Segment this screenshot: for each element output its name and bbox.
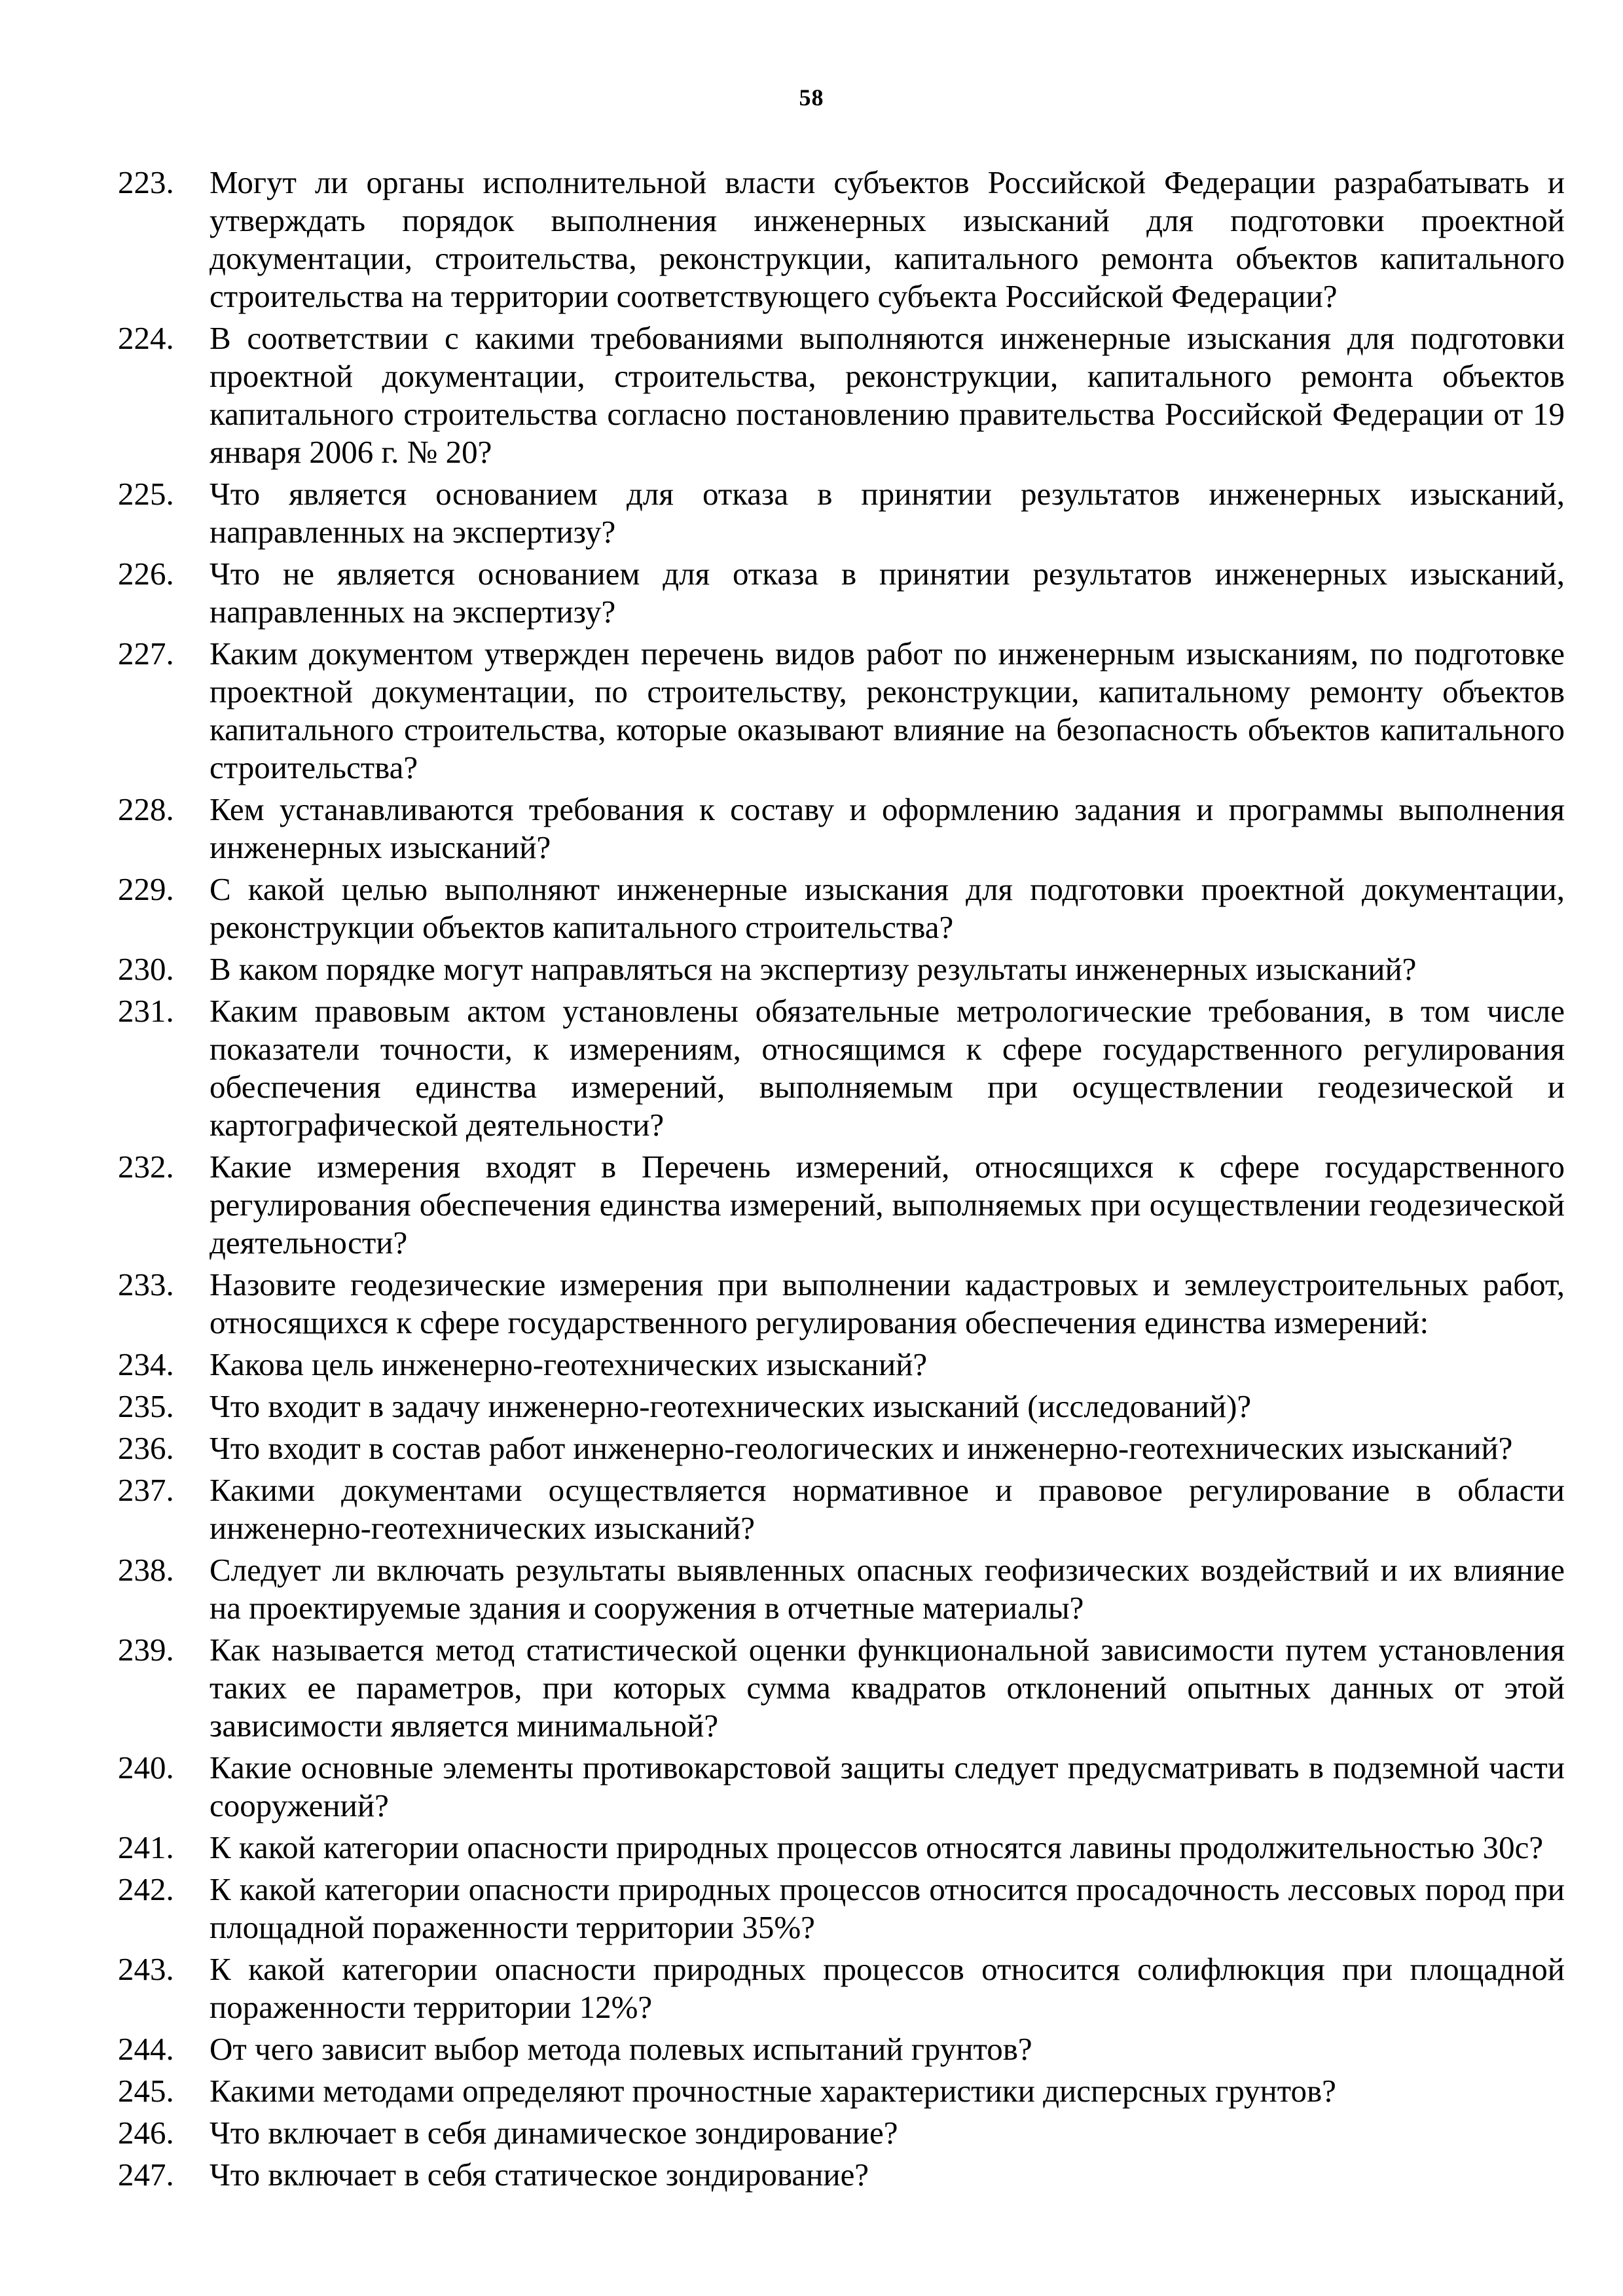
question-text: Следует ли включать результаты выявленных опасных геофизических воздействий и их влияние на проектируемые здания и сооружения в отчетные материалы? (210, 1552, 1565, 1626)
question-text: Что является основанием для отказа в принятии результатов инженерных изысканий, направленных на экспертизу? (210, 476, 1565, 550)
question-item-242 (118, 1871, 1565, 1946)
question-text: Как называется метод статистической оценки функциональной зависимости путем установления таких ее параметров, при которых сумма квадратов отклонений опытных данных от этой зависимости является минимальной? (210, 1632, 1565, 1744)
question-number: 237. (118, 1472, 174, 1508)
question-text: Что не является основанием для отказа в принятии результатов инженерных изысканий, направленных на экспертизу? (210, 556, 1565, 630)
question-text: Что включает в себя статическое зондирование? (210, 2157, 869, 2193)
question-number: 243. (118, 1951, 174, 1987)
question-text: Что входит в состав работ инженерно-геологических и инженерно-геотехнических изысканий? (210, 1430, 1513, 1466)
question-number: 244. (118, 2031, 174, 2067)
question-text: К какой категории опасности природных процессов относится солифлюкция при площадной пораженности территории 12%? (210, 1951, 1565, 2025)
question-text: Какие основные элементы противокарстовой защиты следует предусматривать в подземной части сооружений? (210, 1749, 1565, 1823)
question-text: Что включает в себя динамическое зондирование? (210, 2115, 898, 2151)
question-number: 247. (118, 2157, 174, 2193)
question-text: Какие измерения входят в Перечень измерений, относящихся к сфере государственного регулирования обеспечения единства измерений, выполняемых при осуществлении геодезической деятельности? (210, 1149, 1565, 1261)
question-number: 234. (118, 1346, 174, 1382)
question-number: 224. (118, 320, 174, 356)
question-text: Какова цель инженерно-геотехнических изысканий? (210, 1346, 928, 1382)
question-number: 228. (118, 791, 174, 827)
question-list (118, 164, 1565, 2198)
question-number: 235. (118, 1388, 174, 1424)
question-item-224 (118, 319, 1565, 471)
question-item-247 (118, 2156, 1565, 2194)
question-item-239 (118, 1631, 1565, 1745)
question-number: 246. (118, 2115, 174, 2151)
question-text: В соответствии с какими требованиями выполняются инженерные изыскания для подготовки проектной документации, строительства, реконструкции, капитального ремонта объектов капитального строительства согласно постановлению правительства Российской Федерации от 19 января 2006 г. № 20? (210, 320, 1565, 470)
question-text: Кем устанавливаются требования к составу и оформлению задания и программы выполнения инженерных изысканий? (210, 791, 1565, 865)
question-text: Могут ли органы исполнительной власти субъектов Российской Федерации разрабатывать и утверждать порядок выполнения инженерных изысканий для подготовки проектной документации, строительства, реконструкции, капитального ремонта объектов капитального строительства на территории соответствующего субъекта Российской Федерации? (210, 164, 1565, 314)
question-number: 230. (118, 951, 174, 987)
question-text: К какой категории опасности природных процессов относится просадочность лессовых пород при площадной пораженности территории 35%? (210, 1871, 1565, 1945)
question-item-245 (118, 2072, 1565, 2110)
question-item-243 (118, 1950, 1565, 2026)
question-text: Что входит в задачу инженерно-геотехнических изысканий (исследований)? (210, 1388, 1252, 1424)
question-item-230 (118, 950, 1565, 988)
question-text: От чего зависит выбор метода полевых испытаний грунтов? (210, 2031, 1032, 2067)
question-number: 229. (118, 871, 174, 907)
question-item-237 (118, 1471, 1565, 1547)
question-item-223 (118, 164, 1565, 315)
question-item-236 (118, 1429, 1565, 1467)
question-number: 233. (118, 1266, 174, 1302)
question-text: Назовите геодезические измерения при выполнении кадастровых и землеустроительных работ, относящихся к сфере государственного регулирования обеспечения единства измерений: (210, 1266, 1565, 1340)
page-number: 58 (799, 84, 824, 111)
question-text: К какой категории опасности природных процессов относятся лавины продолжительностью 30с? (210, 1829, 1544, 1865)
question-text: С какой целью выполняют инженерные изыскания для подготовки проектной документации, реконструкции объектов капитального строительства? (210, 871, 1565, 945)
question-number: 232. (118, 1149, 174, 1185)
question-text: Каким документом утвержден перечень видов работ по инженерным изысканиям, по подготовке проектной документации, по строительству, реконструкции, капитальному ремонту объектов капитального строительства, которые оказывают влияние на безопасность объектов капитального строительства? (210, 636, 1565, 785)
question-text: Какими документами осуществляется нормативное и правовое регулирование в области инженерно-геотехнических изысканий? (210, 1472, 1565, 1546)
question-text: Какими методами определяют прочностные характеристики дисперсных грунтов? (210, 2073, 1336, 2109)
question-number: 238. (118, 1552, 174, 1588)
question-number: 236. (118, 1430, 174, 1466)
question-item-234 (118, 1346, 1565, 1384)
question-text: Каким правовым актом установлены обязательные метрологические требования, в том числе показатели точности, к измерениям, относящимся к сфере государственного регулирования обеспечения единства измерений, выполняемым при осуществлении геодезической и картографической деятельности? (210, 993, 1565, 1143)
question-item-228 (118, 791, 1565, 867)
question-item-225 (118, 475, 1565, 551)
question-number: 227. (118, 636, 174, 672)
question-item-246 (118, 2114, 1565, 2152)
question-item-227 (118, 635, 1565, 787)
question-item-226 (118, 555, 1565, 631)
question-item-241 (118, 1829, 1565, 1867)
question-item-232 (118, 1148, 1565, 1262)
question-number: 226. (118, 556, 174, 592)
question-number: 231. (118, 993, 174, 1029)
question-text: В каком порядке могут направляться на экспертизу результаты инженерных изысканий? (210, 951, 1417, 987)
question-number: 240. (118, 1749, 174, 1785)
question-item-238 (118, 1551, 1565, 1627)
question-item-233 (118, 1266, 1565, 1342)
question-item-235 (118, 1388, 1565, 1426)
question-item-240 (118, 1749, 1565, 1825)
question-item-231 (118, 992, 1565, 1144)
question-item-229 (118, 870, 1565, 946)
question-number: 245. (118, 2073, 174, 2109)
question-item-244 (118, 2030, 1565, 2068)
question-number: 242. (118, 1871, 174, 1907)
question-number: 241. (118, 1829, 174, 1865)
question-number: 225. (118, 476, 174, 512)
question-number: 223. (118, 164, 174, 200)
question-number: 239. (118, 1632, 174, 1668)
